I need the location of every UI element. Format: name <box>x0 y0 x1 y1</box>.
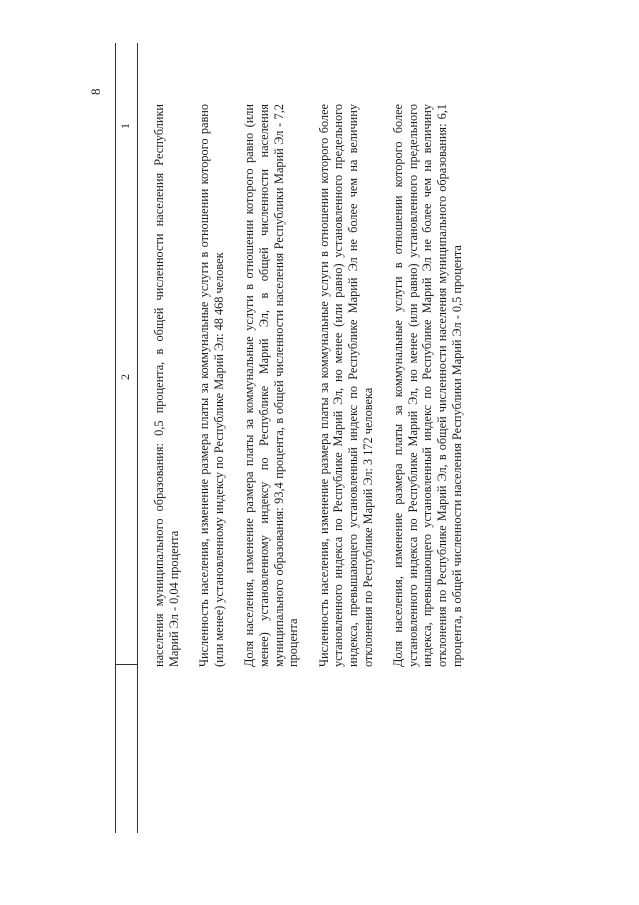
paragraph-population-equal: Численность населения, изменение размера платы за коммунальные услуги в отношении которого равно (или менее) установленному индексу по Республике Марий Эл: 48 468 человек <box>197 104 226 667</box>
table-header-border <box>137 43 138 833</box>
paragraph-population-above: Численность населения, изменение размера платы за коммунальные услуги в отношении которого более установленного индекса по Республике Марий Эл, но менее (или равно) установленного предельного индекса, превышающего установленный индекс по Республике Марий Эл не более чем на величину отклонения по Республике Марий Эл: 3 172 человека <box>316 104 375 667</box>
paragraph-share-municipal: населения муниципального образования: 0,5 процента, в общей численности населения Республики Марий Эл - 0,04 процента <box>152 104 181 667</box>
table-cell-content <box>152 104 480 667</box>
paragraph-share-above: Доля населения, изменение размера платы за коммунальные услуги в отношении которого более установленного индекса по Республике Марий Эл, но менее (или равно) установленного предельного индекса, превышающего установленный индекс по Республике Марий Эл не более чем на величину отклонения по Республике Марий Эл, в общей численности населения муниципального образования: 6,1 процента, в общей численности населения Республики Марий Эл - 0,5 процента <box>391 104 464 667</box>
paragraph-share-equal: Доля населения, изменение размера платы за коммунальные услуги в отношении которого равно (или менее) установленному индексу по Республике Марий Эл, в общей численности населения муниципального образования: 93,4 процента, в общей численности населения Республики Марий Эл - 7,2 процента <box>242 104 301 667</box>
column-header-2: 2 <box>118 374 132 380</box>
column-header-1: 1 <box>118 123 132 129</box>
page-number: 8 <box>88 88 103 95</box>
table-column-divider <box>115 664 137 665</box>
table-top-border <box>115 43 116 833</box>
